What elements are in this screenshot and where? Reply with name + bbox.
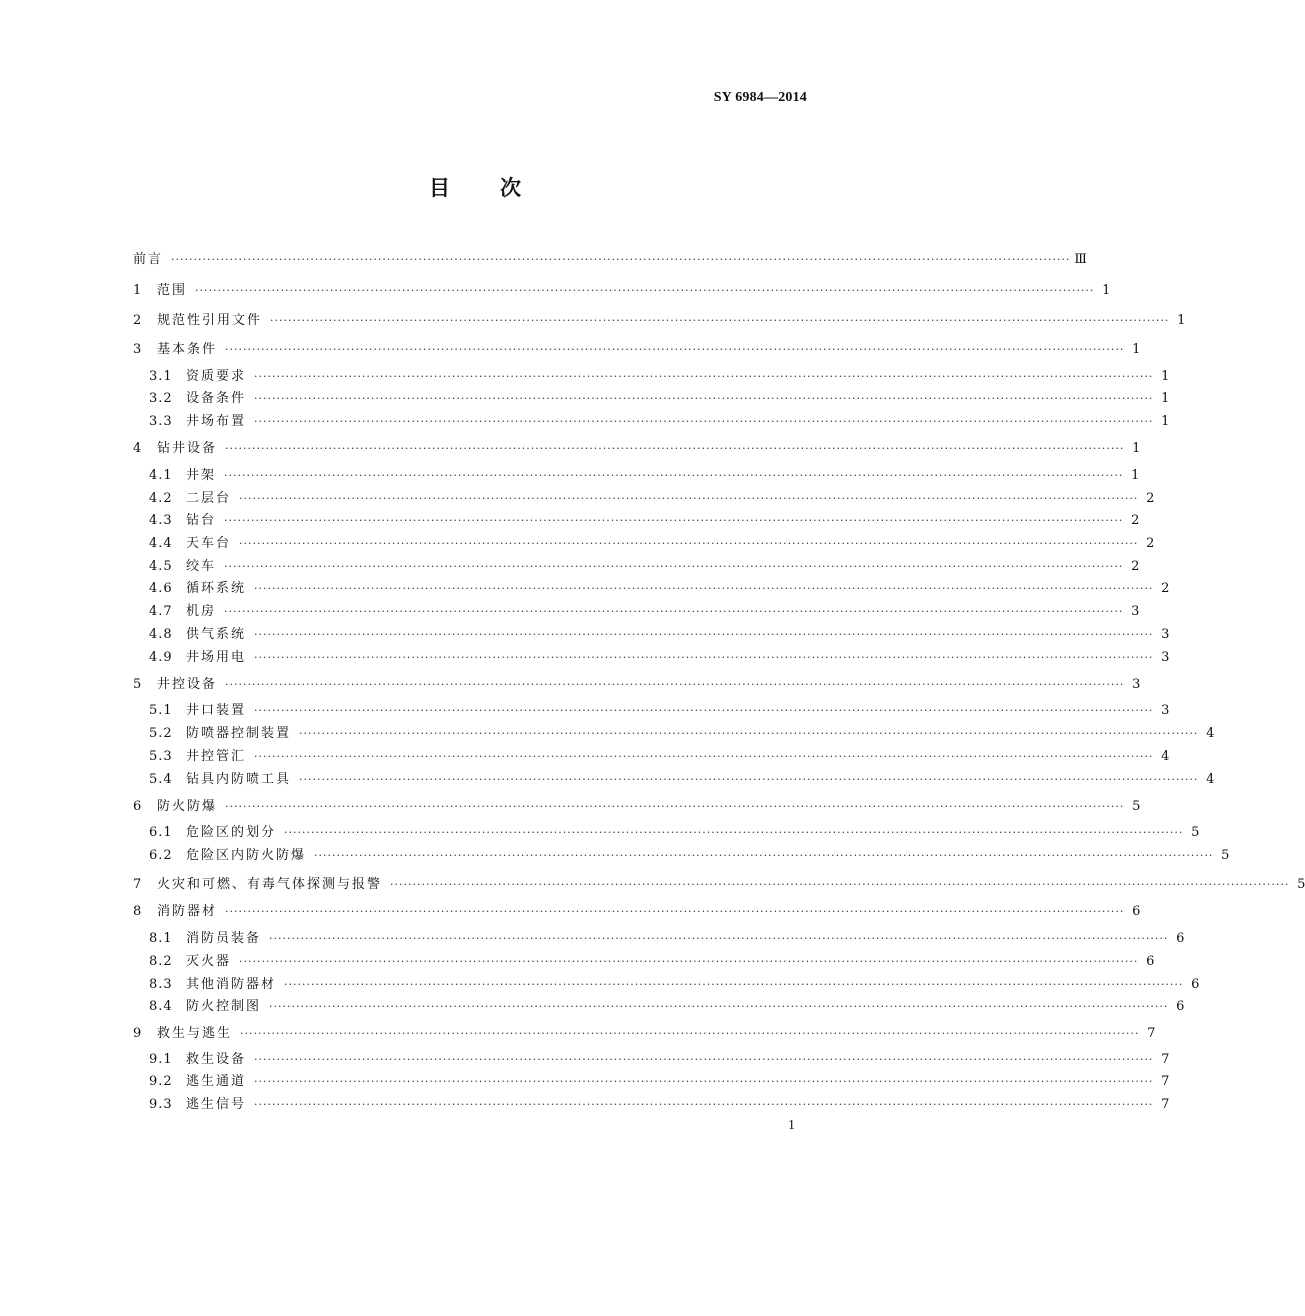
toc-entry-number: 6 (133, 799, 143, 814)
toc-leader-dots: ········································································································································································································ (254, 651, 1154, 664)
toc-entry-title: 火灾和可燃、有毒气体探测与报警 (157, 877, 383, 892)
toc-leader-dots: ········································································································································································································ (254, 370, 1154, 383)
toc-leader-dots: ········································································································································································································ (195, 284, 1095, 297)
toc-entry (149, 603, 1140, 621)
toc-entry-page: 4 (1206, 726, 1215, 741)
toc-leader-dots: ········································································································································································································ (299, 773, 1199, 786)
toc-entry-title: 井场布置 (186, 414, 247, 429)
toc-entry-title: 其他消防器材 (186, 977, 277, 992)
toc-entry-number: 4.2 (149, 491, 173, 506)
toc-entry-number: 5.1 (149, 703, 173, 718)
toc-entry-page: 3 (1161, 627, 1170, 642)
toc-entry-page: 7 (1147, 1026, 1156, 1041)
toc-entry (149, 467, 1140, 485)
toc-entry-number: 5.3 (149, 749, 173, 764)
toc-entry-title: 救生与逃生 (157, 1026, 233, 1041)
toc-leader-dots: ········································································································································································································ (224, 469, 1124, 482)
toc-entry-page: 2 (1131, 559, 1140, 574)
toc-entry-page: 6 (1176, 931, 1185, 946)
toc-entry-title: 逃生信号 (186, 1097, 247, 1112)
toc-entry-number: 9.3 (149, 1097, 173, 1112)
toc-leader-dots: ········································································································································································································ (390, 878, 1290, 891)
toc-entry-title: 消防员装备 (186, 931, 262, 946)
toc-entry-page: 7 (1161, 1052, 1170, 1067)
toc-entry (149, 998, 1185, 1016)
toc-entry-number: 4.1 (149, 468, 173, 483)
toc-leader-dots: ········································································································································································································ (239, 492, 1139, 505)
page-number: 1 (788, 1118, 795, 1133)
toc-entry (149, 390, 1170, 408)
toc-entry-page: 5 (1132, 799, 1141, 814)
toc-entry-page: 2 (1146, 491, 1155, 506)
toc-leader-dots: ········································································································································································································ (254, 1075, 1154, 1088)
toc-entry-title: 灭火器 (186, 954, 232, 969)
toc-leader-dots: ········································································································································································································ (284, 826, 1184, 839)
toc-entry (149, 1051, 1170, 1069)
toc-entry (133, 1025, 1156, 1043)
toc-entry-number: 1 (133, 283, 143, 298)
toc-leader-dots: ········································································································································································································ (254, 750, 1154, 763)
toc-entry-number: 4.7 (149, 604, 173, 619)
toc-leader-dots: ········································································································································································································ (269, 932, 1169, 945)
toc-entry-number: 8.2 (149, 954, 173, 969)
toc-entry (149, 558, 1140, 576)
toc-leader-dots: ········································································································································································································ (225, 800, 1125, 813)
toc-leader-dots: ········································································································································································································ (225, 678, 1125, 691)
toc-entry (149, 1096, 1170, 1114)
toc-entry-number: 7 (133, 877, 143, 892)
toc-entry-number: 3.2 (149, 391, 173, 406)
toc-entry-page: 1 (1132, 441, 1141, 456)
toc-entry (133, 251, 1087, 269)
toc-leader-dots: ········································································································································································································ (224, 560, 1124, 573)
toc-leader-dots: ········································································································································································································ (269, 1000, 1169, 1013)
toc-entry-page: 1 (1177, 313, 1186, 328)
toc-entry-number: 9.2 (149, 1074, 173, 1089)
toc-entry-page: 5 (1221, 848, 1230, 863)
toc-entry (149, 748, 1170, 766)
toc-entry-number: 5.2 (149, 726, 173, 741)
toc-entry-number: 3 (133, 342, 143, 357)
toc-entry (149, 649, 1170, 667)
toc-entry-number: 6.2 (149, 848, 173, 863)
toc-entry-page: 2 (1131, 513, 1140, 528)
toc-entry-title: 井控管汇 (186, 749, 247, 764)
toc-entry-number: 9 (133, 1026, 143, 1041)
toc-entry-title: 逃生通道 (186, 1074, 247, 1089)
toc-leader-dots: ········································································································································································································ (224, 514, 1124, 527)
toc-leader-dots: ········································································································································································································ (225, 442, 1125, 455)
toc-entry-number: 8.4 (149, 999, 173, 1014)
toc-entry (149, 490, 1155, 508)
toc-leader-dots: ········································································································································································································ (239, 955, 1139, 968)
toc-leader-dots: ········································································································································································································ (171, 253, 1071, 266)
toc-entry-title: 前言 (133, 252, 164, 267)
toc-entry (149, 824, 1200, 842)
toc-entry-page: 1 (1102, 283, 1111, 298)
toc-entry (133, 876, 1305, 894)
toc-entry (133, 341, 1141, 359)
toc-entry-title: 钻具内防喷工具 (186, 772, 292, 787)
toc-entry-title: 井控设备 (157, 677, 218, 692)
toc-entry-title: 消防器材 (157, 904, 218, 919)
toc-entry-number: 5.4 (149, 772, 173, 787)
toc-entry (149, 535, 1155, 553)
toc-entry-title: 范围 (157, 283, 188, 298)
toc-leader-dots: ········································································································································································································ (299, 727, 1199, 740)
toc-entry-number: 6.1 (149, 825, 173, 840)
toc-entry-page: Ⅲ (1074, 252, 1087, 267)
toc-entry-page: 3 (1131, 604, 1140, 619)
toc-entry (149, 580, 1170, 598)
toc-entry-title: 防火控制图 (186, 999, 262, 1014)
toc-entry (149, 725, 1215, 743)
toc-entry-number: 4.5 (149, 559, 173, 574)
toc-entry-title: 井口装置 (186, 703, 247, 718)
toc-entry-number: 9.1 (149, 1052, 173, 1067)
toc-entry-number: 4.9 (149, 650, 173, 665)
toc-entry-title: 资质要求 (186, 369, 247, 384)
toc-entry (133, 676, 1141, 694)
toc-entry-page: 6 (1176, 999, 1185, 1014)
toc-entry (149, 953, 1155, 971)
toc-entry-page: 1 (1161, 369, 1170, 384)
toc-entry-title: 二层台 (186, 491, 232, 506)
toc-entry (149, 930, 1185, 948)
toc-entry-number: 2 (133, 313, 143, 328)
toc-entry (149, 771, 1215, 789)
toc-entry-page: 6 (1146, 954, 1155, 969)
toc-leader-dots: ········································································································································································································ (225, 343, 1125, 356)
toc-entry-page: 6 (1132, 904, 1141, 919)
toc-entry-number: 5 (133, 677, 143, 692)
toc-leader-dots: ········································································································································································································ (254, 628, 1154, 641)
toc-entry-title: 钻井设备 (157, 441, 218, 456)
toc-entry-title: 井场用电 (186, 650, 247, 665)
toc-entry-title: 设备条件 (186, 391, 247, 406)
toc-leader-dots: ········································································································································································································ (270, 314, 1170, 327)
toc-entry-title: 危险区内防火防爆 (186, 848, 307, 863)
toc-leader-dots: ········································································································································································································ (254, 1053, 1154, 1066)
toc-entry (149, 1073, 1170, 1091)
toc-entry (149, 626, 1170, 644)
toc-entry-number: 3.1 (149, 369, 173, 384)
toc-entry (149, 512, 1140, 530)
toc-entry-title: 救生设备 (186, 1052, 247, 1067)
toc-entry (149, 413, 1170, 431)
toc-entry-page: 4 (1161, 749, 1170, 764)
toc-entry-number: 4.3 (149, 513, 173, 528)
toc-entry (149, 702, 1170, 720)
toc-entry-page: 1 (1161, 414, 1170, 429)
toc-leader-dots: ········································································································································································································ (225, 905, 1125, 918)
toc-entry-page: 3 (1161, 703, 1170, 718)
toc-entry-page: 5 (1191, 825, 1200, 840)
toc-leader-dots: ········································································································································································································ (254, 415, 1154, 428)
toc-entry-page: 3 (1132, 677, 1141, 692)
toc-entry-number: 3.3 (149, 414, 173, 429)
toc-entry (133, 440, 1141, 458)
toc-leader-dots: ········································································································································································································ (254, 392, 1154, 405)
toc-entry-title: 钻台 (186, 513, 217, 528)
toc-entry-number: 8 (133, 904, 143, 919)
toc-entry-title: 机房 (186, 604, 217, 619)
toc-entry (133, 312, 1186, 330)
toc-entry-title: 危险区的划分 (186, 825, 277, 840)
toc-entry-title: 天车台 (186, 536, 232, 551)
toc-entry-page: 7 (1161, 1074, 1170, 1089)
toc-entry-page: 7 (1161, 1097, 1170, 1112)
toc-entry-number: 4.4 (149, 536, 173, 551)
toc-leader-dots: ········································································································································································································ (254, 704, 1154, 717)
toc-entry-number: 8.3 (149, 977, 173, 992)
toc-entry (133, 903, 1141, 921)
toc-entry-page: 1 (1161, 391, 1170, 406)
toc-leader-dots: ········································································································································································································ (284, 978, 1184, 991)
toc-title: 目次 (429, 176, 571, 200)
toc-leader-dots: ········································································································································································································ (254, 582, 1154, 595)
toc-entry-page: 4 (1206, 772, 1215, 787)
toc-leader-dots: ········································································································································································································ (254, 1098, 1154, 1111)
toc-entry-title: 防喷器控制装置 (186, 726, 292, 741)
toc-leader-dots: ········································································································································································································ (314, 849, 1214, 862)
toc-entry (133, 798, 1141, 816)
toc-entry-page: 6 (1191, 977, 1200, 992)
toc-leader-dots: ········································································································································································································ (240, 1027, 1140, 1040)
toc-entry-title: 井架 (186, 468, 217, 483)
toc-entry-title: 供气系统 (186, 627, 247, 642)
toc-entry (149, 847, 1230, 865)
toc-entry-number: 4 (133, 441, 143, 456)
toc-leader-dots: ········································································································································································································ (239, 537, 1139, 550)
toc-entry-page: 2 (1161, 581, 1170, 596)
toc-entry-page: 1 (1132, 342, 1141, 357)
toc-entry-page: 1 (1131, 468, 1140, 483)
toc-entry-page: 2 (1146, 536, 1155, 551)
toc-entry-title: 基本条件 (157, 342, 218, 357)
toc-leader-dots: ········································································································································································································ (224, 605, 1124, 618)
toc-entry-title: 防火防爆 (157, 799, 218, 814)
toc-entry-number: 4.8 (149, 627, 173, 642)
toc-entry (149, 976, 1200, 994)
toc-entry-number: 4.6 (149, 581, 173, 596)
document-code: SY 6984—2014 (713, 90, 807, 105)
toc-entry-number: 8.1 (149, 931, 173, 946)
toc-entry-page: 3 (1161, 650, 1170, 665)
toc-entry-page: 5 (1297, 877, 1305, 892)
toc-entry-title: 规范性引用文件 (157, 313, 263, 328)
toc-entry-title: 绞车 (186, 559, 217, 574)
toc-entry (149, 368, 1170, 386)
toc-entry (133, 282, 1111, 300)
toc-entry-title: 循环系统 (186, 581, 247, 596)
